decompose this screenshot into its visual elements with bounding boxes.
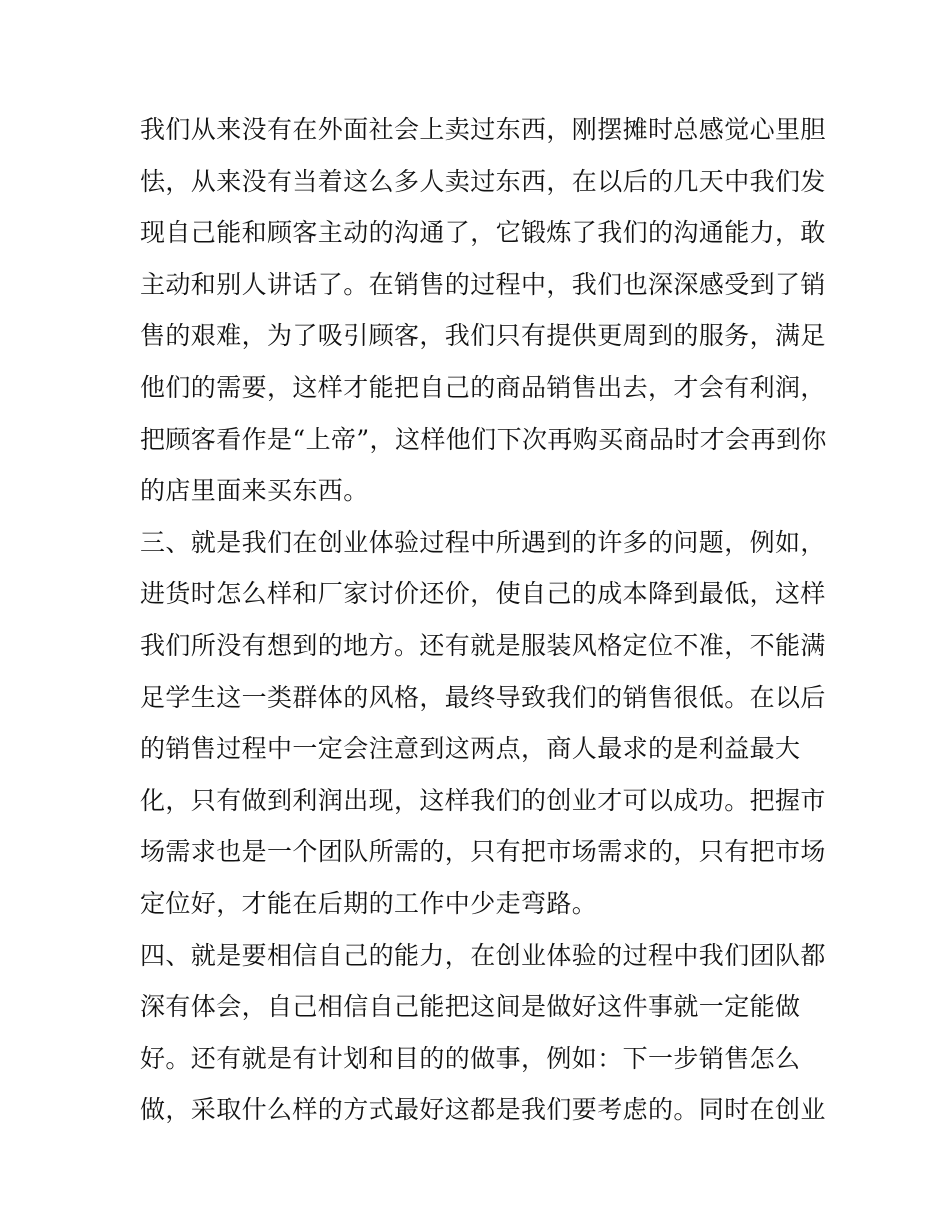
text-line: 场需求也是一个团队所需的，只有把市场需求的，只有把市场	[140, 837, 826, 867]
text-line: 我们从来没有在外面社会上卖过东西，刚摆摊时总感觉心里胆	[140, 115, 826, 144]
text-line: 的店里面来买东西。	[140, 476, 369, 506]
text-line: 做，采取什么样的方式最好这都是我们要考虑的。同时在创业	[140, 1095, 826, 1125]
text-line: 售的艰难，为了吸引顾客，我们只有提供更周到的服务，满足	[140, 321, 826, 351]
text-line: 好。还有就是有计划和目的的做事，例如：下一步销售怎么	[140, 1043, 801, 1073]
body-text	[140, 104, 827, 1136]
text-line: 主动和别人讲话了。在销售的过程中，我们也深深感受到了销	[140, 269, 826, 299]
text-line: 现自己能和顾客主动的沟通了，它锻炼了我们的沟通能力，敢	[140, 218, 826, 248]
text-line: 足学生这一类群体的风格，最终导致我们的销售很低。在以后	[140, 682, 826, 712]
text-line: 进货时怎么样和厂家讨价还价，使自己的成本降到最低，这样	[140, 579, 826, 609]
text-line: 把顾客看作是“上帝”，这样他们下次再购买商品时才会再到你	[140, 424, 827, 454]
text-line: 的销售过程中一定会注意到这两点，商人最求的是利益最大	[140, 734, 801, 764]
text-line: 他们的需要，这样才能把自己的商品销售出去，才会有利润，	[140, 372, 826, 402]
text-line: 三、就是我们在创业体验过程中所遇到的许多的问题，例如，	[140, 527, 826, 557]
text-line: 化，只有做到利润出现，这样我们的创业才可以成功。把握市	[140, 785, 826, 815]
text-line: 深有体会，自己相信自己能把这间是做好这件事就一定能做	[140, 992, 801, 1022]
text-line: 我们所没有想到的地方。还有就是服装风格定位不准，不能满	[140, 630, 826, 660]
text-line: 定位好，才能在后期的工作中少走弯路。	[140, 888, 598, 918]
text-line: 四、就是要相信自己的能力，在创业体验的过程中我们团队都	[140, 940, 826, 970]
text-line: 怯，从来没有当着这么多人卖过东西，在以后的几天中我们发	[140, 166, 826, 196]
